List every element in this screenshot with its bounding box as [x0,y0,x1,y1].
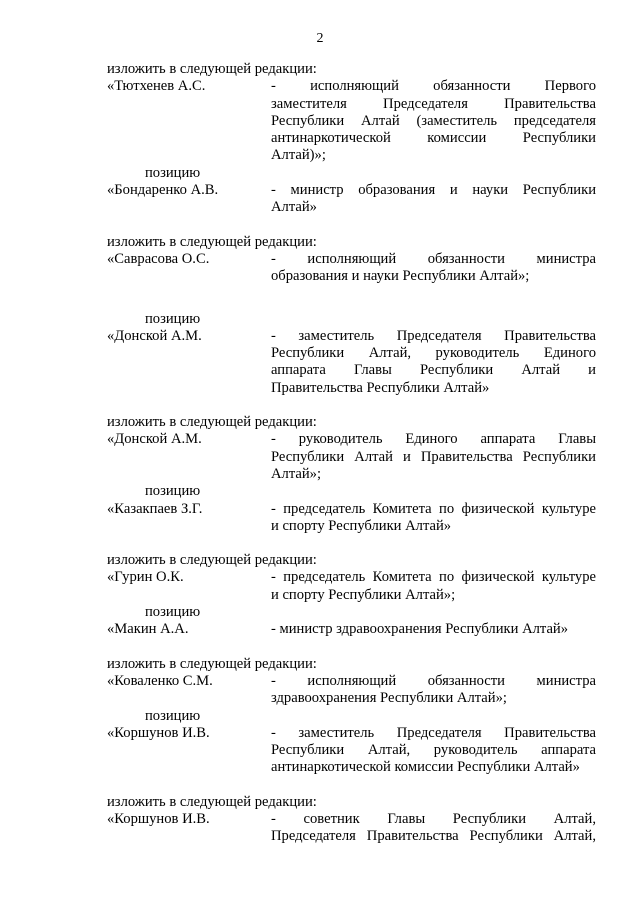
role-line: и спорту Республики Алтай» [271,517,452,534]
entry-name: «Казакпаев З.Г. [107,500,203,517]
entry-role [271,328,596,397]
page-number: 2 [316,31,324,46]
position-label: позицию [145,483,201,500]
entry-name: «Гурин О.К. [107,569,184,586]
role-line: - министр образования и науки Республики [271,182,596,199]
entry-kazakpaev [107,501,596,536]
role-line: - председатель Комитета по физической культуре [271,500,596,517]
role-line: - председатель Комитета по физической культуре [271,569,596,586]
role-line: - советник Главы Республики Алтай, [271,810,596,827]
entry-name: «Донской А.М. [107,327,202,344]
position-label: позицию [145,164,201,181]
role-line: аппарата Главы Республики Алтай и [271,362,596,379]
role-line: - исполняющий обязанности министра [271,672,596,689]
role-line: Алтай»; [271,465,322,482]
role-line: - заместитель Председателя Правительства [271,724,596,741]
entry-role [271,501,596,536]
role-line: антинаркотической комиссии Республики [271,130,596,147]
entry-savrasova [107,251,596,286]
role-line: Республики Алтай и Правительства Республики [271,448,596,465]
role-line: - исполняющий обязанности Первого [271,78,596,95]
entry-name: «Донской А.М. [107,431,202,448]
role-line: здравоохранения Республики Алтай»; [271,690,507,707]
entry-role [271,621,596,638]
role-line: Председателя Правительства Республики Алтай, [271,828,596,845]
instruction-line: изложить в следующей редакции: [107,793,317,810]
role-line: Республики Алтай (заместитель председателя [271,112,596,129]
entry-donskoy-new [107,431,596,483]
position-label: позицию [145,604,201,621]
instruction-line: изложить в следующей редакции: [107,61,317,77]
entry-korshunov [107,725,596,777]
entry-name: «Саврасова О.С. [107,250,210,267]
entry-name: «Бондаренко А.В. [107,182,219,199]
entry-name: «Тютхенев А.С. [107,78,206,95]
position-label: позицию [145,707,201,724]
role-line: антинаркотической комиссии Республики Алтай» [271,759,580,776]
entry-role [271,569,596,604]
entry-name: «Коршунов И.В. [107,724,210,741]
role-line: и спорту Республики Алтай»; [271,586,456,603]
entry-role [271,725,596,777]
role-line: Республики Алтай, руководитель аппарата [271,742,596,759]
position-label: позицию [145,310,201,327]
entry-role [271,431,596,483]
role-line: Правительства Республики Алтай» [271,379,490,396]
role-line: Алтай)»; [271,147,326,164]
entry-name: «Коршунов И.В. [107,810,210,827]
entry-role [271,78,596,164]
role-line: Алтай» [271,199,317,216]
entry-kovalenko [107,673,596,708]
entry-makin [107,621,596,638]
document-body [107,61,596,846]
role-line: - исполняющий обязанности министра [271,250,596,267]
entry-role [271,673,596,708]
entry-bondarenko [107,182,596,217]
entry-gurin [107,569,596,604]
entry-role [271,251,596,286]
instruction-line: изложить в следующей редакции: [107,552,317,569]
role-line: - министр здравоохранения Республики Алтай» [271,621,569,638]
entry-role [271,182,596,217]
role-line: Республики Алтай, руководитель Единого [271,345,596,362]
instruction-line: изложить в следующей редакции: [107,414,317,431]
instruction-line: изложить в следующей редакции: [107,655,317,672]
entry-tyutkhenev [107,78,596,164]
instruction-line: изложить в следующей редакции: [107,233,317,250]
role-line: - заместитель Председателя Правительства [271,327,596,344]
entry-donskoy [107,328,596,397]
entry-name: «Макин А.А. [107,621,189,638]
entry-korshunov-new [107,811,596,846]
entry-role [271,811,596,846]
role-line: заместителя Председателя Правительства [271,95,596,112]
role-line: образования и науки Республики Алтай»; [271,268,530,285]
role-line: - руководитель Единого аппарата Главы [271,431,596,448]
entry-name: «Коваленко С.М. [107,672,213,689]
